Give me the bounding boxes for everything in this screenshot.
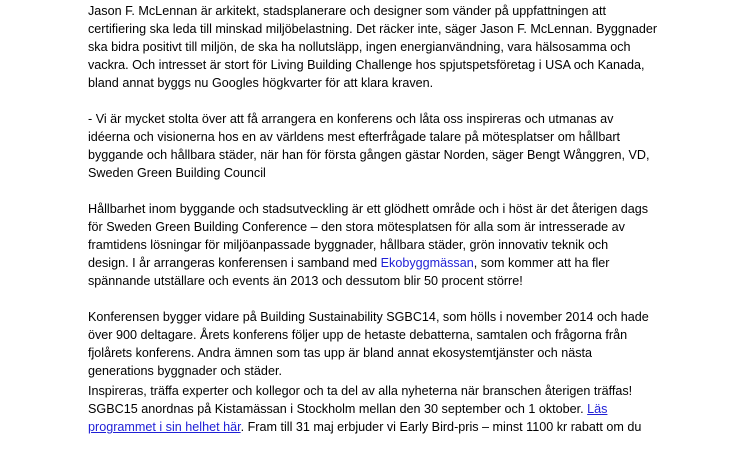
text-line: byggande och hållbara städer, när han för första gången gästar Norden, säger Bengt Wånggren, VD,: [88, 148, 650, 162]
text-line: Jason F. McLennan är arkitekt, stadsplanerare och designer som vänder på uppfattningen att: [88, 4, 607, 18]
text-segment: SGBC15 anordnas på Kistamässan i Stockholm mellan den 30 september och 1 oktober.: [88, 402, 588, 416]
paragraph-sgbc14: [88, 308, 738, 380]
paragraph-sgbc15: [88, 382, 738, 436]
text-line-with-link: [88, 400, 738, 418]
text-segment: design. I år arrangeras konferensen i samband med: [88, 256, 381, 270]
text-line: generations byggnader och städer.: [88, 364, 282, 378]
text-segment: . Fram till 31 maj erbjuder vi Early Bird-pris – minst 1100 kr rabatt om du: [240, 420, 642, 434]
text-line: - Vi är mycket stolta över att få arrangera en konferens och låta oss inspireras och utmanas av: [88, 112, 614, 126]
text-line: Hållbarhet inom byggande och stadsutveckling är ett glödhett område och i höst är det återigen dags: [88, 202, 649, 216]
text-line: certifiering ska leda till minskad miljöbelastning. Det räcker inte, säger Jason F. McLennan. Byggnader: [88, 22, 658, 36]
text-line: spännande utställare och events än 2013 och dessutom blir 50 procent större!: [88, 274, 523, 288]
program-link-part1[interactable]: Läs: [587, 402, 608, 416]
text-line-with-link: [88, 418, 738, 436]
document-body: [88, 2, 738, 454]
text-line: vackra. Och intresset är stort för Living Building Challenge hos spjutspetsföretag i USA och Kanada,: [88, 58, 645, 72]
text-line: Inspireras, träffa experter och kollegor och ta del av alla nyheterna när branschen återigen träffas!: [88, 384, 633, 398]
paragraph-conference-info: [88, 200, 738, 290]
text-line: Konferensen bygger vidare på Building Sustainability SGBC14, som hölls i november 2014 och hade: [88, 310, 649, 324]
text-line: idéerna och visionerna hos en av världens mest efterfrågade talare på mötesplatser om hållbart: [88, 130, 621, 144]
text-segment: , som kommer att ha fler: [473, 256, 610, 270]
text-line-with-link: [88, 254, 738, 272]
text-line: över 900 deltagare. Årets konferens följer upp de hetaste debatterna, samtalen och frågorna från: [88, 328, 628, 342]
paragraph-quote-wanggren: [88, 110, 738, 182]
text-line: bland annat byggs nu Googles högkvarter för att klara kraven.: [88, 76, 434, 90]
program-link-part2[interactable]: programmet i sin helhet här: [88, 420, 241, 434]
text-line: för Sweden Green Building Conference – den stora mötesplatsen för alla som är intresserade av: [88, 220, 625, 234]
ekobyggmassan-link[interactable]: Ekobyggmässan: [380, 256, 474, 270]
text-line: ska bidra positivt till miljön, de ska ha nollutsläpp, ingen energianvändning, vara hälsosamma och: [88, 40, 631, 54]
text-line: Sweden Green Building Council: [88, 166, 266, 180]
paragraph-mclennan-intro: [88, 2, 738, 92]
text-line: framtidens lösningar för miljöanpassade byggnader, hållbara städer, grön innovativ teknik och: [88, 238, 609, 252]
text-line: fjolårets konferens. Andra ämnen som tas upp är bland annat ekosystemtjänster och nästa: [88, 346, 593, 360]
